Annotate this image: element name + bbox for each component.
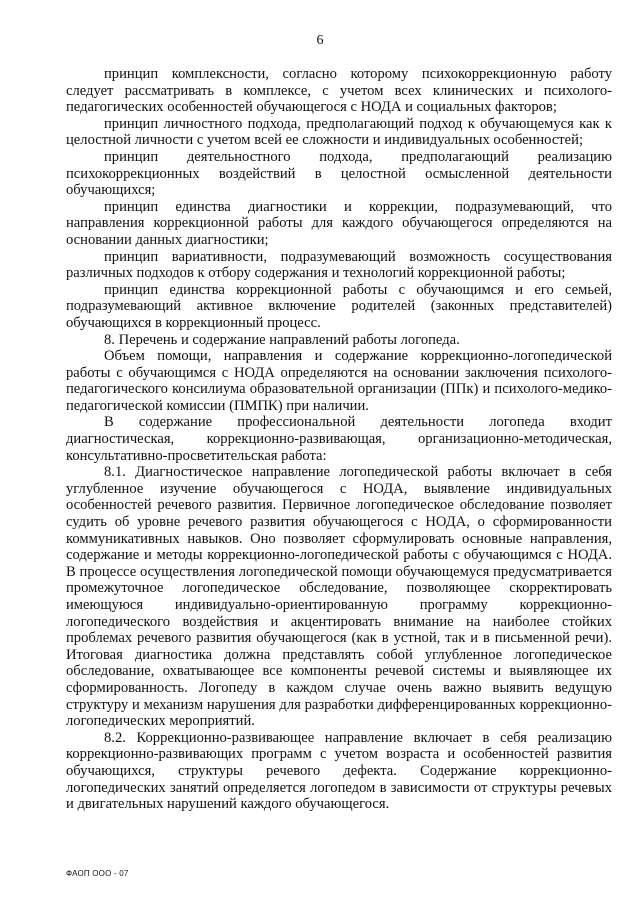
paragraph-scope-of-help: Объем помощи, направления и содержание коррекционно-логопедической работы с обучающимся с НОДА определяются на основании заключения психолого-педагогического консилиума образовательной организации (ППк) и психолого-медико-педагогической комиссии (ПМПК) при наличии. [66,348,612,414]
page-number: 6 [316,33,324,48]
paragraph-principle-activity-approach: принцип деятельностного подхода, предполагающий реализацию психокоррекционных воздействий в целостной осмысленной деятельности обучающихся; [66,148,612,199]
document-footer-code: ФАОП ООО - 07 [66,869,129,878]
section-heading-8: 8. Перечень и содержание направлений работы логопеда. [104,331,460,348]
paragraph-principle-complexity: принцип комплексности, согласно которому психокоррекционную работу следует рассматривать в комплексе, с учетом всех клинических и психолого-педагогических особенностей обучающегося с НОДА и социальных факторов; [66,66,612,116]
document-body [66,66,612,813]
paragraph-principle-diagnostics-correction: принцип единства диагностики и коррекции, подразумевающий, что направления коррекционной работы для каждого обучающегося определяются на основании данных диагностики; [66,198,612,248]
paragraph-principle-personal-approach: принцип личностного подхода, предполагающий подход к обучающемуся как к целостной личности с учетом всей ее сложности и индивидуальных особенностей; [66,115,612,149]
paragraph-principle-family-unity: принцип единства коррекционной работы с обучающимся и его семьей, подразумевающий активное включение родителей (законных представителей) обучающихся в коррекционный процесс. [66,281,612,331]
paragraph-8-2-correctional: 8.2. Коррекционно-развивающее направление включает в себя реализацию коррекционно-развивающих программ с учетом возраста и особенностей развития обучающихся, структуры речевого дефекта. Содержание коррекционно-логопедических занятий определяется логопедом в зависимости от структуры речевых и двигательных нарушений каждого обучающегося. [66,729,612,813]
paragraph-activity-content: В содержание профессиональной деятельности логопеда входит диагностическая, коррекционно-развивающая, организационно-методическая, консультативно-просветительская работа: [66,414,612,464]
paragraph-principle-variability: принцип вариативности, подразумевающий возможность сосуществования различных подходов к отбору содержания и технологий коррекционной работы; [66,248,612,282]
paragraph-8-1-diagnostic: 8.1. Диагностическое направление логопедической работы включает в себя углубленное изучение обучающегося с НОДА, выявление индивидуальных особенностей речевого развития. Первичное логопедическое обследование позволяет судить об уровне речевого развития обучающегося с НОДА, о сформированности коммуникативных навыков. Оно позволяет сформулировать основные направления, содержание и методы коррекционно-логопедической работы с обучающимся с НОДА. В процессе осуществления логопедической помощи обучающемуся предусматривается промежуточное логопедическое обследование, позволяющее скорректировать имеющуюся индивидуально-ориентированную программу коррекционно-логопедического воздействия и акцентировать внимание на наиболее стойких проблемах речевого развития обучающегося (как в устной, так и в письменной речи). Итоговая диагностика должна представлять собой углубленное логопедическое обследование, охватывающее все компоненты речевой системы и выявляющее их сформированность. Логопеду в каждом случае очень важно выявить ведущую структуру и механизм нарушения для разработки дифференцированных коррекционно-логопедических мероприятий. [66,464,612,730]
